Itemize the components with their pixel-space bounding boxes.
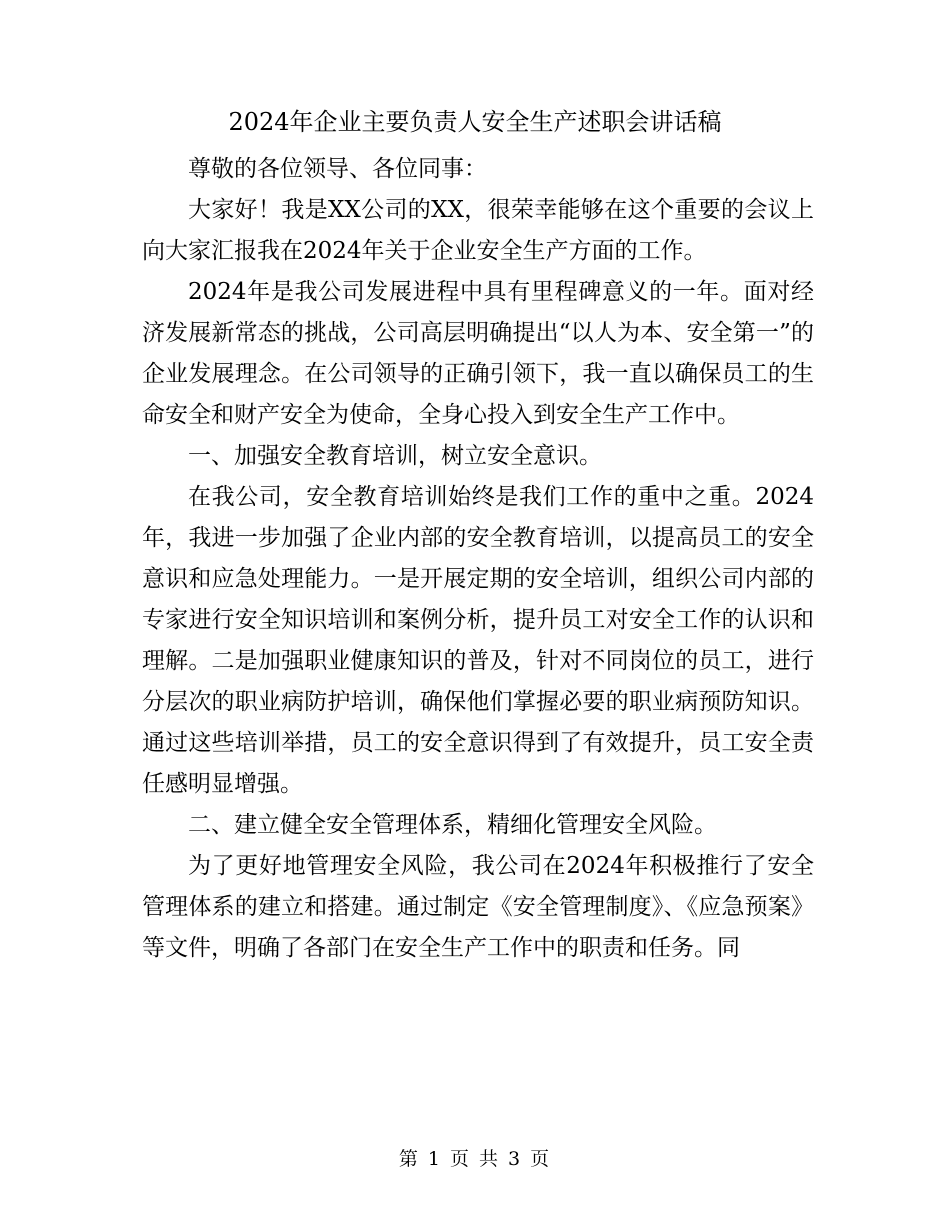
intro-paragraph: 大家好！我是XX公司的XX，很荣幸能够在这个重要的会议上向大家汇报我在2024年关于企业安全生产方面的工作。	[142, 197, 814, 264]
document-title: 2024年企业主要负责人安全生产述职会讲话稿	[228, 108, 722, 136]
greeting-paragraph: 尊敬的各位领导、各位同事：	[188, 156, 487, 182]
page-number-footer: 第 1 页 共 3 页	[398, 1148, 552, 1170]
overview-paragraph: 2024年是我公司发展进程中具有里程碑意义的一年。面对经济发展新常态的挑战，公司高层明确提出“以人为本、安全第一”的企业发展理念。在公司领导的正确引领下，我一直以确保员工的生命安全和财产安全为使命，全身心投入到安全生产工作中。	[142, 279, 814, 428]
section-heading-1: 一、加强安全教育培训，树立安全意识。	[188, 443, 602, 469]
section-1-paragraph: 在我公司，安全教育培训始终是我们工作的重中之重。2024年，我进一步加强了企业内部的安全教育培训，以提高员工的安全意识和应急处理能力。一是开展定期的安全培训，组织公司内部的专家进行安全知识培训和案例分析，提升员工对安全工作的认识和理解。二是加强职业健康知识的普及，针对不同岗位的员工，进行分层次的职业病防护培训，确保他们掌握必要的职业病预防知识。通过这些培训举措，员工的安全意识得到了有效提升，员工安全责任感明显增强。	[142, 484, 814, 797]
section-heading-2: 二、建立健全安全管理体系，精细化管理安全风险。	[188, 812, 717, 838]
section-2-paragraph: 为了更好地管理安全风险，我公司在2024年积极推行了安全管理体系的建立和搭建。通过制定《安全管理制度》、《应急预案》等文件，明确了各部门在安全生产工作中的职责和任务。同	[142, 853, 814, 961]
document-body	[142, 149, 814, 969]
